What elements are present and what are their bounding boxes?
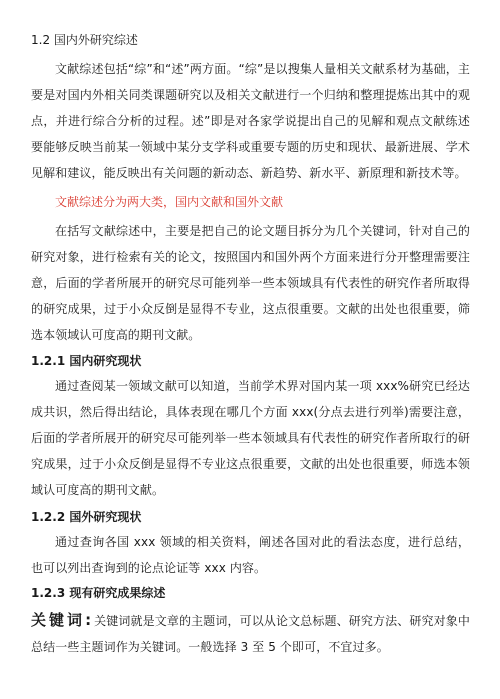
- section-heading: 1.2 国内外研究综述: [31, 33, 138, 47]
- heading-domestic-research: 1.2.1 国内研究现状: [31, 354, 142, 368]
- keywords-label: 关键词:: [31, 611, 95, 629]
- heading-foreign-research: 1.2.2 国外研究现状: [31, 510, 142, 524]
- paragraph-domestic-research: 通过查阅某一领域文献可以知道，当前学术界对国内某一项 xxx%研究已经达成共识，然后得出结论，具体表现在哪几个方面 xxx(分点去进行列举)需要注意，后面的学者所展开的研究尽可能列举一些本领域具有代表性的研究作者所取行的研究成果，过于小众反倒是显得不专业这点很重要，文献的出处也很重要，师选本领域认可度高的期刊文献。: [31, 379, 470, 497]
- paragraph-literature-review-definition: 文献综述包括“综”和“述”两方面。“综”是以搜集人量相关文献系材为基础，主要是对国内外相关同类课题研究以及相关文献进行一个归纳和整理提炼出其中的观点，并进行综合分析的过程。述”即是对各家学说提出自己的见解和观点文献练述要能够反映当前某一领域中某分支学科或重要专题的历史和现状、最新进展、学术见解和建议，能反映出有关问题的新动态、新趋势、新水平、新原理和新技术等。: [31, 62, 470, 180]
- paragraph-writing-method: 在括写文献综述中，主要是把自己的论文题目拆分为几个关键词，针对自己的研究对象，进行检索有关的论文，按照国内和国外两个方面来进行分开整理需要注意，后面的学者所展开的研究尽可能列举一些本领域具有代表性的研究作者所取得的研究成果，过于小众反倒是显得不专业，这点很重要。文献的出处也很重要，筛选本领域认可度高的期刊文献。: [31, 224, 470, 342]
- red-note: 文献综述分为两大类，国内文献和国外文献: [55, 195, 284, 209]
- heading-research-summary: 1.2.3 现有研究成果综述: [31, 586, 166, 600]
- paragraph-foreign-research: 通过查询各国 xxx 领域的相关资料，阐述各国对此的看法态度，进行总结，也可以列出查询到的论点论证等 xxx 内容。: [31, 535, 470, 575]
- keywords-text: 关键词就是文章的主题词，可以从论文总标题、研究方法、研究对象中总结一些主题词作为关键词。一般选择 3 至 5 个即可，不宜过多。: [31, 614, 470, 654]
- keywords-paragraph: [31, 607, 470, 660]
